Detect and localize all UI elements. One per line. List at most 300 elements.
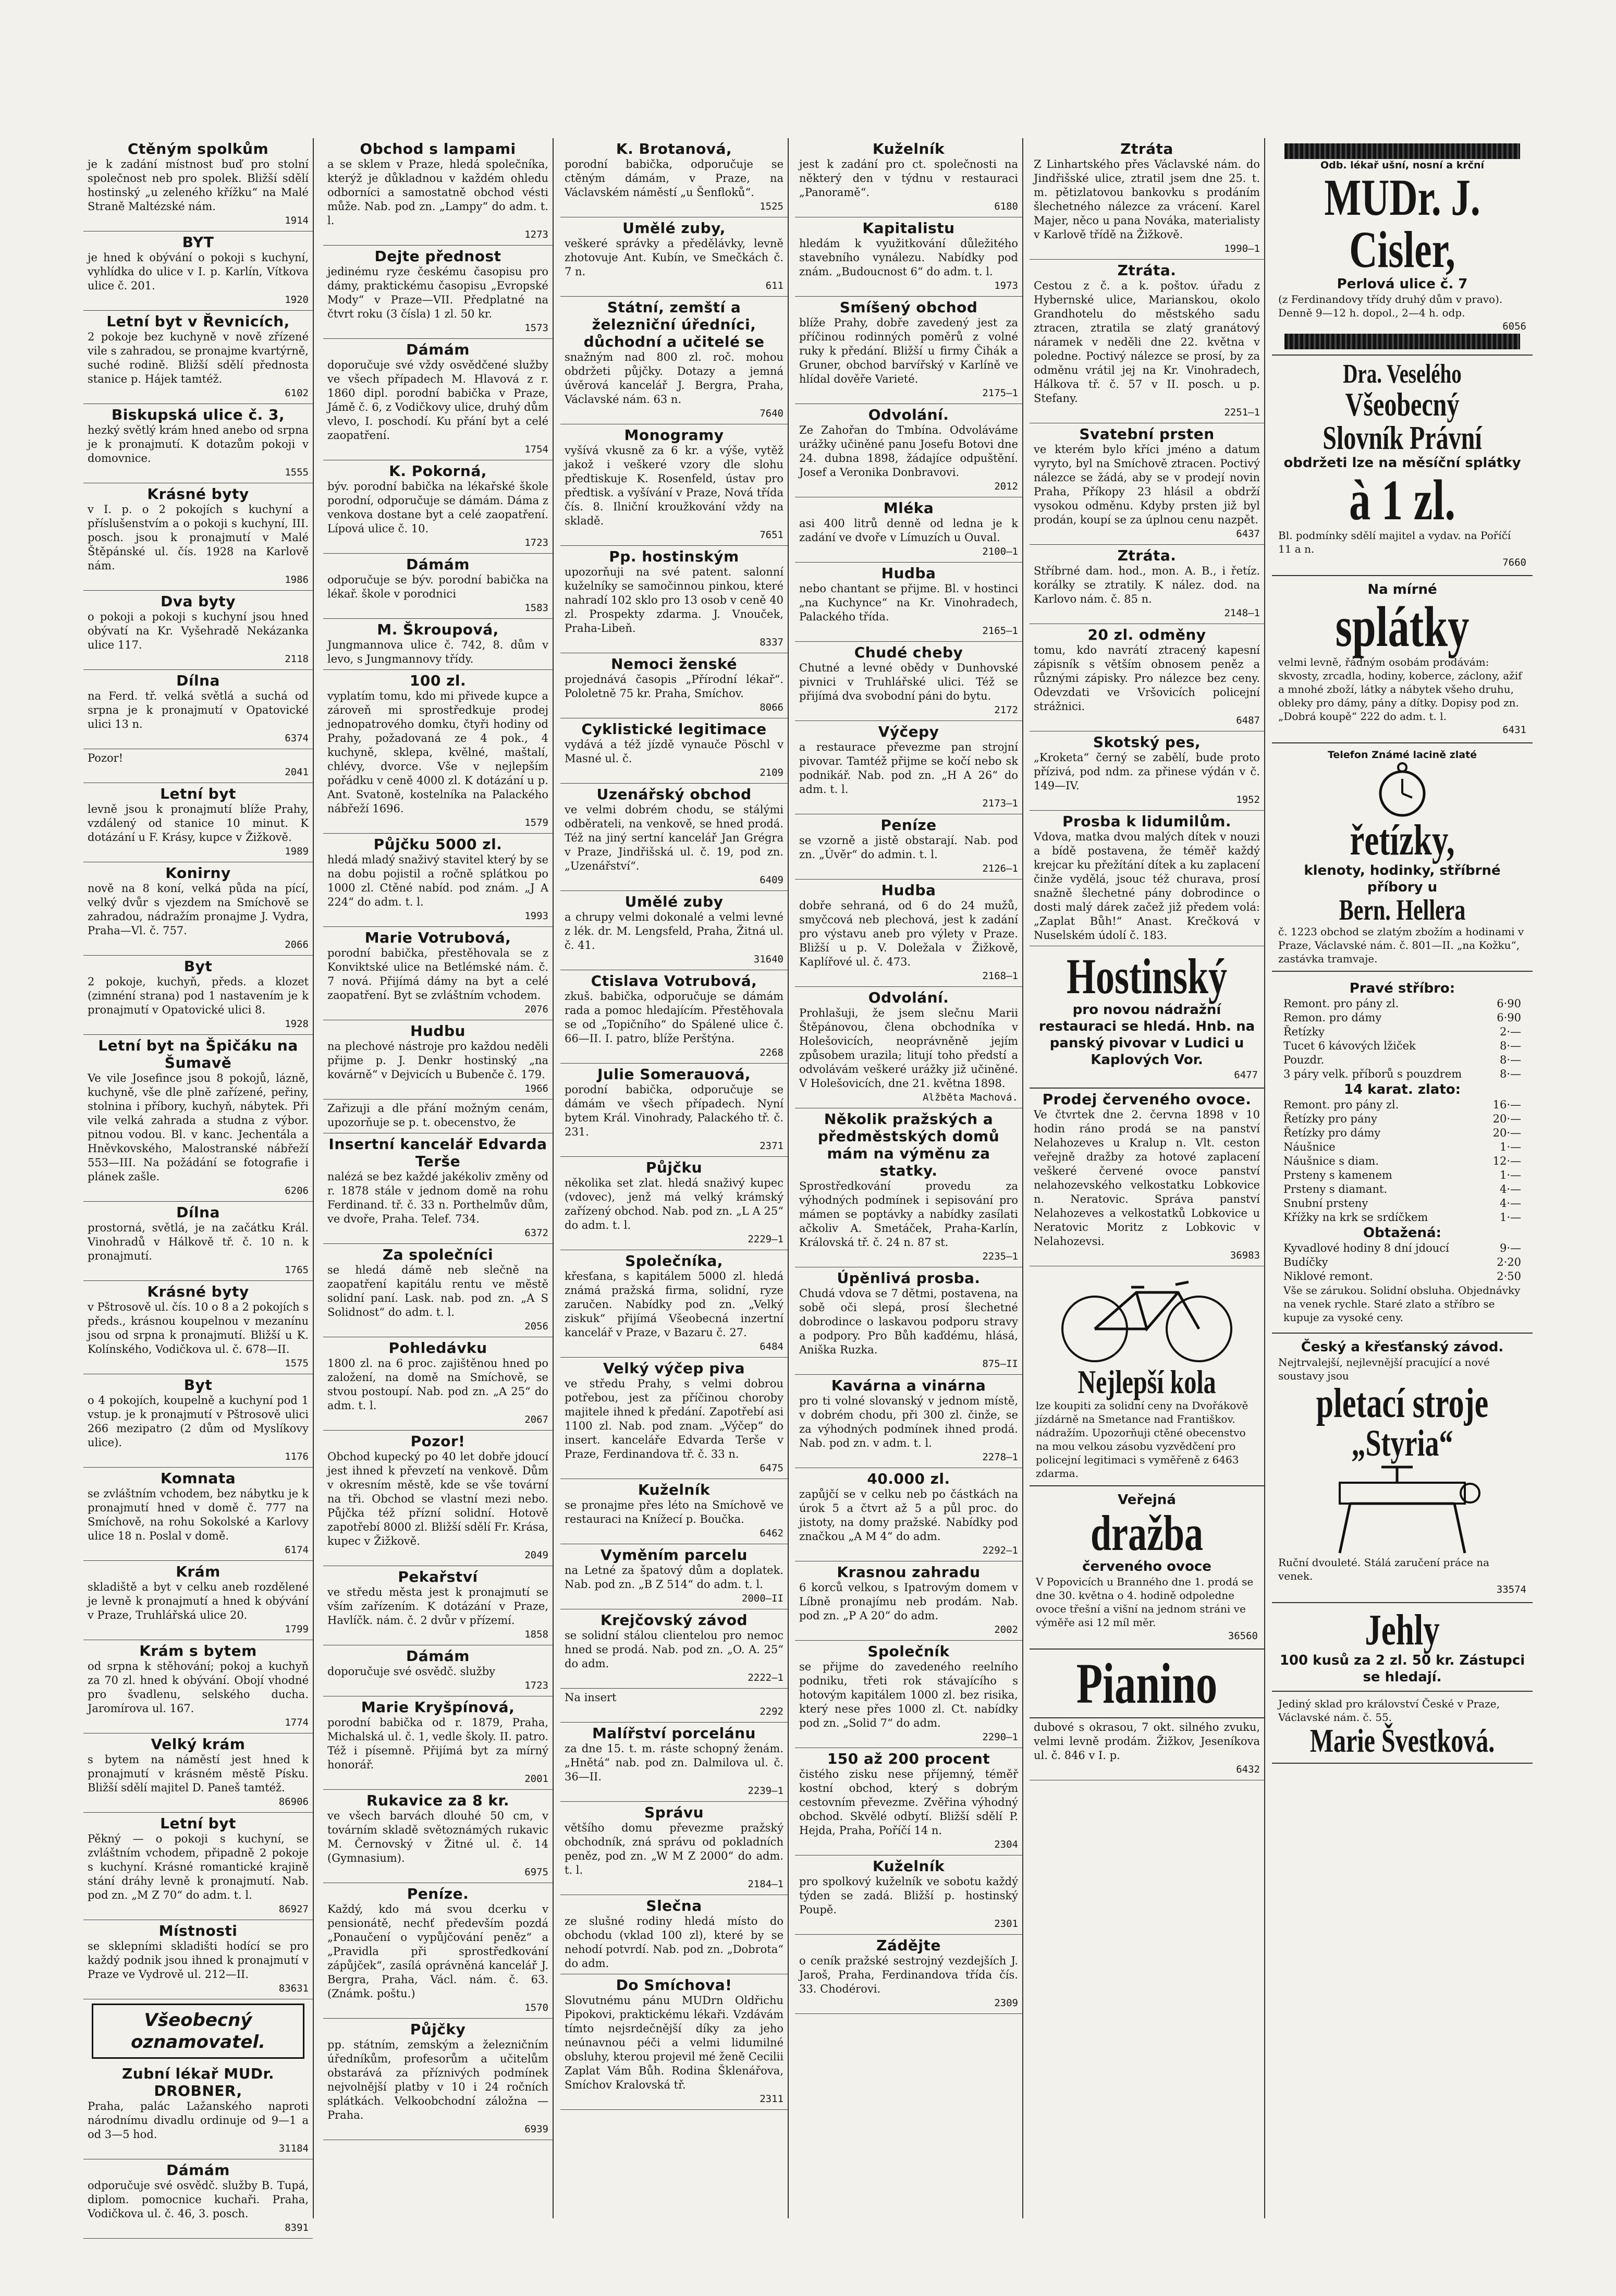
ad-title: Výčepy xyxy=(878,723,939,740)
price-value: 6·90 xyxy=(1497,1011,1521,1024)
classified-ad xyxy=(560,1974,788,2110)
ad-number: 6372 xyxy=(524,1227,548,1239)
classified-ad xyxy=(795,297,1022,404)
ad-number: 1723 xyxy=(524,537,548,548)
price-value: 2·20 xyxy=(1497,1256,1521,1268)
ad-text: Vdova, matka dvou malých dítek v nouzi a bídě postavena, že téměř každý krejcar ku přežítání dítek a ku zaplacení činže vydělá, jsouc též churava, prosí snažně šlechetné pány dobrodince o dosti malý dárek začež již předem volá: „Zaplat Bůh!“ Anast. Krečková v Nuselském údolí č. 183. xyxy=(1034,831,1260,942)
ad-text: hezký světlý krám hned anebo od srpna je k pronajmutí. K dotazům pokoji v domovnice. xyxy=(88,424,309,465)
ad-number: 1989 xyxy=(285,846,309,857)
ad-number: 2304 xyxy=(994,1839,1018,1850)
classified-ad xyxy=(795,1561,1022,1641)
price-value: 1·— xyxy=(1499,1141,1521,1153)
ad-title: Konirny xyxy=(165,864,231,882)
display-headline: řetízky, xyxy=(1350,816,1455,864)
classified-ad xyxy=(83,1468,313,1561)
ad-number: 2168—1 xyxy=(982,970,1018,982)
ad-number: 2184—1 xyxy=(748,1878,783,1890)
display-ad-cisler xyxy=(1272,138,1533,356)
ad-text: veškeré správky a předělávky, levně zhotovuje Ant. Kubín, ve Smečkách č. 7 n. xyxy=(565,237,783,278)
ad-number: Alžběta Machová. xyxy=(922,1092,1018,1103)
price-row xyxy=(1283,1126,1521,1140)
display-ad-hostinsky xyxy=(1030,946,1264,1089)
ad-title: Kavárna a vinárna xyxy=(831,1377,986,1394)
classified-ad xyxy=(83,483,313,591)
price-item: Kyvadlové hodiny 8 dní jdoucí xyxy=(1283,1242,1449,1254)
classified-ad xyxy=(323,2019,553,2140)
ad-title: Úpěnlivá prosba. xyxy=(837,1269,981,1287)
newspaper-page xyxy=(83,138,1533,2233)
price-item: 3 páry velk. příborů s pouzdrem xyxy=(1283,1068,1462,1080)
ad-text: a se sklem v Praze, hledá společníka, kterýž je důkladnou v každém ohledu odborníci a samostatně obchod vésti může. Nab. pod zn. „Lampy“ do adm. t. l. xyxy=(327,158,548,227)
classified-ad xyxy=(560,653,788,718)
price-row xyxy=(1283,1168,1521,1182)
classified-ad xyxy=(560,1544,788,1609)
display-top: Český a křesťanský závod. xyxy=(1301,1339,1504,1355)
ad-title: Letní byt xyxy=(160,785,236,802)
ad-number: 1573 xyxy=(524,322,548,334)
price-value: 20·— xyxy=(1492,1127,1521,1139)
price-row xyxy=(1283,997,1521,1011)
ad-number: 2100—1 xyxy=(982,546,1018,557)
price-row xyxy=(1283,1098,1521,1112)
ad-text: tomu, kdo navrátí ztracený kapesní zápisník s větším obnosem peněz a různými zápisky. Pro nálezce bez ceny. Odevzdati ve Vršovicích policejní strážnici. xyxy=(1034,644,1260,713)
classified-ad xyxy=(1030,731,1264,811)
ad-text: čistého zisku nese příjemný, téměř kostní obchod, který s dobrým cestovním převezme. Zvěřina výhodný obchod. Skvělé odbytí. Bližší sdělí P. Hejda, Praha, Poříčí 14 n. xyxy=(799,1768,1018,1837)
display-headline: Dra. Veselého xyxy=(1343,359,1462,389)
display-ad-styria xyxy=(1272,1334,1533,1603)
classified-ad xyxy=(83,231,313,311)
column-3 xyxy=(560,138,789,2218)
ad-title: Letní byt xyxy=(160,1815,236,1832)
classified-ad xyxy=(560,1609,788,1689)
ad-title: Slečna xyxy=(646,1897,702,1914)
ad-number: 2000—II xyxy=(741,1593,783,1604)
ad-title: Monogramy xyxy=(624,426,724,444)
ad-title: Krásné byty xyxy=(147,1283,249,1300)
ad-text: ze slušné rodiny hledá místo do obchodu (vklad 100 zl), které by se nehodí potvrdí. Nab. pod zn. „Dobrota“ do adm. xyxy=(565,1915,783,1970)
display-headline: Marie Švestková. xyxy=(1309,1722,1495,1759)
ad-title: Chudé cheby xyxy=(854,644,963,661)
ad-title: 40.000 zl. xyxy=(867,1470,950,1487)
ad-number: 7640 xyxy=(760,408,783,419)
ad-number: 2292 xyxy=(760,1706,783,1717)
ad-number: 6174 xyxy=(285,1544,309,1556)
display-body: klenoty, hodinky, stříbrné příbory u xyxy=(1304,863,1501,895)
ad-title: Zádějte xyxy=(876,1937,941,1954)
ad-text: Ve vile Josefince jsou 8 pokojů, lázně, kuchyně, vše dle plně zařízené, peřiny, stolnina i příbory, kuchyň, nábytek. Při vile velká zahrada a studna z výbor. pitnou vodou. Bl. v kanc. Jechentála a Hněvkovského, Malostranské nábřeží 553—III. Na požádání se fotografie i plánek zašle. xyxy=(88,1072,309,1183)
ad-title: Nemoci ženské xyxy=(610,655,738,673)
classified-ad xyxy=(323,1696,553,1790)
classified-ad xyxy=(83,2063,313,2159)
ad-text: hledám k využitkování důležitého stavebního vynálezu. Nabídky pod znám. „Budoucnost 6“ do adm. t. l. xyxy=(799,237,1018,278)
ad-number: 1799 xyxy=(285,1623,309,1635)
classified-ad xyxy=(795,138,1022,217)
price-item: Tucet 6 kávových lžiček xyxy=(1283,1040,1416,1052)
ad-title: Prodej červeného ovoce. xyxy=(1042,1091,1252,1108)
price-row xyxy=(1283,1241,1521,1255)
ad-title: Insertní kancelář Edvarda Terše xyxy=(328,1135,547,1170)
ad-text: Zařizuji a dle přání možným cenám, upozorňuje se p. t. obecenstvo, že xyxy=(327,1102,548,1129)
classified-ad xyxy=(560,1479,788,1544)
ad-number: 1914 xyxy=(285,215,309,226)
ad-text: doporučuje své osvědč. služby xyxy=(327,1665,496,1678)
ad-title: Letní byt v Řevnicích, xyxy=(106,313,290,330)
ad-text: upozorňuji na své patent. salonní kuželníky se samočinnou pinkou, které nahradí 102 sklo pro 13 osob v ceně 40 zl. Prospekty zdarma. J. Vnouček, Praha-Libeň. xyxy=(565,566,783,634)
ad-title: Společník xyxy=(867,1643,950,1660)
ad-title: Uzenářský obchod xyxy=(596,786,752,803)
ad-text: Z Linhartského přes Václavské nám. do Jindřišské ulice, ztratil jsem dne 25. t. m. pětizlatovou bankovku s prodáním šlechetného nálezce za vrácení. Karel Majer, něco u pana Nováka, materialisty v Karlově třídě na Žižkově. xyxy=(1034,158,1260,241)
ad-number: 2311 xyxy=(760,2093,783,2105)
price-item: Budíčky xyxy=(1283,1256,1328,1268)
ad-text: o pokoji a pokoji s kuchyní jsou hned obývatí na Kr. Vyšehradě Nekázanka ulice 117. xyxy=(88,610,309,651)
ad-number: 6056 xyxy=(1502,321,1526,332)
display-ad-drazba xyxy=(1030,1486,1264,1650)
ad-title: Ztráta. xyxy=(1117,547,1177,564)
ad-text: o 4 pokojích, koupelně a kuchyní pod 1 vstup. je k pronajmutí v Pštrosově ulici 266 mezipatro (2 dům od Myslíkovy ulice). xyxy=(88,1394,309,1449)
display-body: 100 kusů za 2 zl. 50 kr. Zástupci se hledají. xyxy=(1279,1653,1525,1685)
price-value: 2·50 xyxy=(1497,1270,1521,1283)
classified-ad xyxy=(323,1100,553,1133)
ad-number: 2222—1 xyxy=(748,1672,783,1683)
ad-text: porodní babička, odporučuje se ctěným dámám, v Praze, na Václavském náměstí „u Šenfloků“. xyxy=(565,158,783,199)
ad-number: 6437 xyxy=(1236,528,1260,540)
ad-number: 1986 xyxy=(285,574,309,585)
display-body: Nejtrvalejší, nejlevnější pracující a nové soustavy jsou xyxy=(1278,1356,1490,1382)
ad-number: 6975 xyxy=(524,1866,548,1878)
display-headline: Pianino xyxy=(1076,1652,1218,1715)
price-item: Pouzdr. xyxy=(1283,1054,1325,1066)
ad-title: Dámám xyxy=(166,2161,230,2179)
display-body: (z Ferdinandovy třídy druhý dům v pravo). Denně 9—12 h. dopol., 2—4 h. odp. xyxy=(1278,293,1503,319)
ad-title: Julie Somerauová, xyxy=(597,1066,751,1083)
display-ad-prices xyxy=(1272,972,1533,1334)
ad-title: Dámám xyxy=(406,1647,470,1665)
price-value: 12·— xyxy=(1492,1155,1521,1167)
display-top: Telefon Známé lacině zlaté xyxy=(1327,749,1477,761)
ad-number: 1583 xyxy=(524,602,548,614)
classified-ad xyxy=(560,718,788,784)
classified-ad xyxy=(1030,138,1264,260)
display-ad-svestkova xyxy=(1272,1692,1533,1764)
ad-text: prostorná, světlá, je na začátku Král. Vinohradů v Hálkově tř. č. 10 n. k pronajmutí. xyxy=(88,1222,309,1262)
ad-title: M. Škroupová, xyxy=(377,621,499,638)
classified-ad xyxy=(83,1035,313,1202)
classified-ad xyxy=(560,1064,788,1157)
classified-ad xyxy=(560,1358,788,1479)
ad-text: je hned k obývání o pokoji s kuchyní, vyhlídka do ulice v I. p. Karlín, Vítkova ulice č. 201. xyxy=(88,251,309,292)
ad-text: a chrupy velmi dokonalé a velmi levné z lék. dr. M. Lengsfeld, Praha, Žitná ul. č. 41. xyxy=(565,911,783,951)
ad-text: pp. státním, zemským a železničním úředníkům, profesorům a učitelům obstarává za příznivých podmínek nejvolnější platby v 10 i 24 ročních splátkách. Velkoobchodní záložna — Praha. xyxy=(327,2038,548,2121)
ad-text: Ze Zahořan do Tmbína. Odvoláváme urážky učiněné panu Josefu Botovi dne 24. dubna 1898, žádajíce odpuštění. Josef a Veronika Donbravovi. xyxy=(799,424,1018,479)
classified-ad xyxy=(795,721,1022,814)
pocket-watch-icon xyxy=(1374,761,1431,819)
ad-text: Slovutnému pánu MUDrn Oldřichu Pipokovi, praktickému lékaři. Vzdávám tímto nejsrdečnější díky za jeho neúnavnou péči a velmi lidumilné obsluhy, kterou projevil mé ženě Cecilii Zaplat Vám Bůh. Rodina Šklenářova, Smíchov Kralovská tř. xyxy=(565,1994,783,2091)
column-5 xyxy=(1030,138,1265,2218)
display-body: Jediný sklad pro království České v Praze, Václavské nám. č. 55. xyxy=(1278,1697,1500,1724)
ad-text: se pronajme přes léto na Smíchově ve restauraci na Knížecí p. Boučka. xyxy=(565,1499,783,1525)
ad-text: doporučuje své vždy osvědčené služby ve všech případech M. Hlavová z r. 1860 dipl. porodní babička v Praze, Jámě č. 6, z Vodičkovy ulice, druhý dům vlevo, I. poschodí. Ku přání byt a celé zaopatření. xyxy=(327,359,548,442)
ad-text: odporučuje se býv. porodní babička na lékař. škole v porodnici xyxy=(327,573,548,600)
ad-number: 2001 xyxy=(524,1773,548,1785)
classified-ad xyxy=(560,1802,788,1895)
ad-title: K. Brotanová, xyxy=(616,140,732,157)
ad-number: 2109 xyxy=(760,767,783,778)
price-heading: 14 karat. zlato: xyxy=(1343,1082,1461,1097)
ad-number: 1774 xyxy=(285,1717,309,1728)
price-value: 16·— xyxy=(1492,1098,1521,1111)
classified-ad xyxy=(1030,260,1264,423)
price-value: 20·— xyxy=(1492,1113,1521,1125)
display-top: Veřejná xyxy=(1118,1492,1176,1508)
display-body: Vše se zárukou. Solidní obsluha. Objednávky na venek rychle. Staré zlato a stříbro se kupuje za vysoké ceny. xyxy=(1283,1284,1521,1324)
ad-text: blíže Prahy, dobře zavedený jest za příčinou rodinných poměrů z volné ruky k předání. Bližší u firmy Čihák a Gruner, obchod barvířský v Karlíně ve hlídal dověře Varieté. xyxy=(799,316,1018,385)
ad-text: s bytem na náměstí jest hned k pronajmutí v krásném městě Písku. Bližší sdělí majitel D. Paneš tamtéž. xyxy=(88,1753,309,1794)
classified-ad xyxy=(560,424,788,546)
classified-ad xyxy=(795,1748,1022,1855)
classified-ad xyxy=(323,927,553,1020)
ad-text: ve velmi dobrém chodu, se stálými odběrateli, na venkově, se hned prodá. Též na jiný sertní kancelář Jan Grégra v Praze, Jindřišská ul. č. 19, pod zn. „Uzenářství“. xyxy=(565,803,783,872)
display-headline: „Styria“ xyxy=(1351,1422,1453,1464)
ad-text: nalézá se bez každé jakékoliv změny od r. 1878 stále v jednom domě na rohu Ferdinand. tř. č. 33 n. Porthelmův dům, ve dvoře, Praha. Telef. 734. xyxy=(327,1170,548,1225)
classified-ad xyxy=(560,1157,788,1250)
classified-ad xyxy=(795,1108,1022,1267)
ad-title: Dva byty xyxy=(160,593,236,610)
ad-text: 2 pokoje, kuchyň, předs. a klozet (zimnéní strana) pod 1 nastavením je k pronajmutí v Opatovické ulici 8. xyxy=(88,975,309,1016)
ad-title: Kuželník xyxy=(638,1481,711,1498)
classified-ad xyxy=(795,1641,1022,1748)
ad-title: Státní, zemští a železniční úředníci, důchodní a učitelé se xyxy=(583,299,765,350)
ad-text: ve středu Prahy, s velmi dobrou potřebou, jest za příčinou choroby majitele ihned k předání. Zapotřebí asi 1100 zl. Nab. pod znam. „Výčep“ do insert. kanceláře Edvarda Terše v Praze, Ferdinandova tř. č. 33 n. xyxy=(565,1377,783,1460)
ad-text: o ceník pražské sestrojný vezdejších J. Jaroš, Praha, Ferdinandova třída čís. 33. Chodérovi. xyxy=(799,1955,1018,1995)
ad-title: Byt xyxy=(183,1376,213,1394)
price-item: Řetízky pro dámy xyxy=(1283,1127,1381,1139)
classified-ad xyxy=(323,1883,553,2019)
ad-number: 1952 xyxy=(1236,794,1260,805)
ad-text: se přijme do zavedeného reelního podniku, třeti rok stávajícího s hotovým kapitálem 1000 zl. bez risika, který nese přes 1000 zl. Ct. nabídky pod zn. „Solid 7“ do adm. xyxy=(799,1660,1018,1729)
ad-text: na plechové nástroje pro každou neděli přijme p. J. Denkr hostinský „na kovárně“ v Dejvicích u Bubenče č. 179. xyxy=(327,1040,548,1081)
ad-number: 36560 xyxy=(1228,1630,1258,1642)
ad-number: 1993 xyxy=(524,910,548,922)
price-item: Remon. pro dámy xyxy=(1283,1011,1382,1024)
classified-ad xyxy=(560,546,788,653)
display-headline: dražba xyxy=(1091,1505,1203,1561)
classified-ad xyxy=(1030,1718,1264,1780)
price-row xyxy=(1283,1182,1521,1196)
ad-text: snažným nad 800 zl. roč. mohou obdržeti půjčky. Dotazy a jemná úvěrová kancelář J. Bergra, Praha, Václavské nám. 63 n. xyxy=(565,351,783,406)
ad-title: Marie Kryšpínová, xyxy=(361,1699,515,1716)
ad-text: hledá mladý snaživý stavitel který by se na dobu pojistil a ročně splátkou po 1000 zl. Ctěné nabíd. pod znám. „J A 224“ do adm. t. l. xyxy=(327,853,548,908)
ad-text: se vzorně a jistě obstarají. Nab. pod zn. „Úvěr“ do admin. t. l. xyxy=(799,834,1018,861)
ad-number: 2173—1 xyxy=(982,798,1018,809)
ad-text: jest k zadání pro ct. společnosti na některý den v týdnu v restauraci „Panoramě“. xyxy=(799,158,1018,199)
classified-ad xyxy=(560,784,788,891)
classified-ad xyxy=(323,339,553,460)
classified-ad xyxy=(323,1790,553,1883)
ad-text: zapůjčí se v celku neb po částkách na úrok 5 a čtvrt až 5 a půl proc. do jistoty, na domy pražské. Nabídky pod značkou „A M 4“ do adm. xyxy=(799,1488,1018,1543)
ad-text: býv. porodní babička na lékařské škole porodní, odporučuje se dámám. Dáma z venkova dostane byt a celé zaopatření. Lípová ulice č. 10. xyxy=(327,480,548,535)
classified-ad xyxy=(323,138,553,246)
ad-text: vyplatím tomu, kdo mi přivede kupce a zároveň mi sprostředkuje prodej jednopatrového domku, čtyři hodiny od Prahy, požadovaná ze 4 pok., 4 kuchyně, sklepa, kvělné, maštalí, chlévy, dvorce. Vše v nejlepším pořádku v ceně 4000 zl. K dotázání u p. Ant. Svatoně, kostelníka na Palackého nábřeží 1696. xyxy=(327,690,548,815)
classified-ad xyxy=(83,1813,313,1920)
ad-number: 2012 xyxy=(994,481,1018,492)
classified-ad xyxy=(323,1566,553,1645)
ad-title: Ctěným spolkům xyxy=(127,140,269,157)
ad-title: Pp. hostinským xyxy=(609,548,739,565)
ad-number: 2165—1 xyxy=(982,625,1018,637)
price-item: Řetízky pro pány xyxy=(1283,1113,1377,1125)
ad-title: Pohledávku xyxy=(388,1339,487,1357)
ad-number: 2002 xyxy=(994,1624,1018,1635)
ad-text: na Ferd. tř. velká světlá a suchá od srpna je k pronajmutí v Opatovické ulici 13 n. xyxy=(88,690,309,730)
classified-ad xyxy=(560,138,788,217)
ad-title: Peníze xyxy=(880,816,937,834)
ad-title: Byt xyxy=(183,958,213,975)
ad-number: 2175—1 xyxy=(982,387,1018,399)
display-headline: à 1 zl. xyxy=(1349,468,1455,532)
ad-number: 2126—1 xyxy=(982,863,1018,874)
ad-number: 2148—1 xyxy=(1224,607,1260,619)
display-headline: Hostinský xyxy=(1066,948,1228,1004)
ad-title: Obchod s lampami xyxy=(360,140,516,157)
ad-number: 2251—1 xyxy=(1224,407,1260,418)
classified-ad xyxy=(795,642,1022,721)
ad-number: 33574 xyxy=(1496,1584,1526,1595)
classified-ad xyxy=(795,497,1022,563)
ad-number: 2066 xyxy=(285,939,309,950)
ad-text: porodní babička od r. 1879, Praha, Michalská ul. č. 1, vedle školy. II. patro. Též i písemně. Přijímá byt za mírný honorář. xyxy=(327,1716,548,1771)
ad-text: několika set zlat. hledá snaživý kupec (vdovec), jenž má velký krámský zařízený obchod. Nab. pod zn. „L A 25“ do adm. t. l. xyxy=(565,1177,783,1231)
ad-number: 611 xyxy=(765,280,783,291)
ad-number: 2049 xyxy=(524,1549,548,1561)
classified-ad xyxy=(323,460,553,554)
ad-title: Peníze. xyxy=(407,1885,469,1902)
price-item: Prsteny s diamant. xyxy=(1283,1183,1388,1195)
ad-text: je k zadání místnost buď pro stolní společnost neb pro spolek. Bližší sdělí hostinský „u zeleného křížku“ na Malé Straně Maltézské nám. xyxy=(88,158,309,213)
ad-number: 31184 xyxy=(278,2143,309,2154)
decorative-bar xyxy=(1284,143,1520,159)
ad-number: 6432 xyxy=(1236,1764,1260,1775)
ad-title: Letní byt na Špičáku na Šumavě xyxy=(98,1037,298,1071)
ad-number: 6939 xyxy=(524,2123,548,2135)
ad-title: Pozor! xyxy=(410,1433,466,1450)
classified-ad xyxy=(795,217,1022,297)
price-row xyxy=(1283,1067,1521,1081)
classified-ad xyxy=(323,1020,553,1100)
ad-title: Krám s bytem xyxy=(139,1642,257,1659)
classified-ad xyxy=(323,834,553,927)
ad-text: nově na 8 koní, velká půda na pící, velký dvůr s vjezdem na Smíchově se zahradou, nádražím pronajme J. Vydra, Praha—Vl. č. 757. xyxy=(88,882,309,937)
classified-ad xyxy=(1030,423,1264,545)
price-list xyxy=(1278,977,1526,1327)
bicycle-illustration xyxy=(1048,1272,1246,1365)
classified-ad xyxy=(795,1468,1022,1561)
ad-text: křesťana, s kapitálem 5000 zl. hledá známá pražská firma, solidní, ryze zaručen. Nabídky pod zn. „Velký ziskuk“ přijímá Všeobecná inzertní kancelář v Praze, v Bazaru č. 27. xyxy=(565,1270,783,1339)
ad-number: 2278—1 xyxy=(982,1451,1018,1463)
ad-title: Cyklistické legitimace xyxy=(581,720,767,738)
ad-text: Ve čtvrtek dne 2. června 1898 v 10 hodin ráno prodá se na panství Nelahozeves u Kralup n. Vlt. ceston veřejně dražby za hotové zaplacení veškeré červené ovoce panství nelahozevského velkostatku Lobkovice n. Neratovic. Správa panství Nelahozeves a velkostatků Lobkovice u Neratovic Moritz z Lobkovic v Nelahozevsi. xyxy=(1034,1108,1260,1248)
ad-title: Hudba xyxy=(881,882,936,899)
ad-title: Ztráta xyxy=(1120,140,1173,157)
display-ad-slovnik xyxy=(1272,356,1533,576)
price-row xyxy=(1283,1140,1521,1154)
column-4 xyxy=(795,138,1023,2218)
ad-title: Umělé zuby xyxy=(625,893,724,910)
ad-number: 36983 xyxy=(1230,1250,1260,1261)
price-heading: Obtažená: xyxy=(1363,1225,1441,1241)
ad-number: 6409 xyxy=(760,874,783,886)
ad-text: Pozor! xyxy=(88,752,124,764)
ad-title: Prosba k lidumilům. xyxy=(1062,813,1232,830)
classified-ad xyxy=(323,554,553,619)
ad-text: a restaurace převezme pan strojní pivovar. Tamtéž přijme se kočí nebo sk podnikář. Nab. pod zn. „H A 26“ do adm. t. l. xyxy=(799,741,1018,796)
price-value: 1·— xyxy=(1499,1169,1521,1181)
ad-title: Ztráta. xyxy=(1117,262,1177,279)
ad-text: Chudá vdova se 7 dětmi, postavena, na sobě oči slepá, prosí šlechetné dobrodince o laskavou podporu stravy a podpory. Pro Bůh kaďdému, hlásá, Aniška Ruzka. xyxy=(799,1287,1018,1356)
price-row xyxy=(1283,1053,1521,1067)
ad-number: 1525 xyxy=(760,201,783,212)
classified-ad xyxy=(795,814,1022,880)
ad-text: Obchod kupecký po 40 let dobře jdoucí jest ihned k převzetí na venkově. Dům v okresním městě, kde se vše tovární na tři. Obchod se vlastní mezi nebo. Půjčka též přízní solidní. Hotově zapotřebí 8000 zl. Bližší sdělí Fr. Krása, kupec v Žižkově. xyxy=(327,1450,548,1547)
display-top: Na mírné xyxy=(1367,582,1437,597)
ad-number: 2235—1 xyxy=(982,1251,1018,1262)
ad-text: skladiště a byt v celku aneb rozdělené je levně k pronajmutí a hned k obývání v Praze, Truhlářská ulice 20. xyxy=(88,1581,309,1621)
ad-text: pro spolkový kuželník ve sobotu každý týden se zadá. Bližší p. hostinský Poupě. xyxy=(799,1875,1018,1916)
price-value: 4·— xyxy=(1499,1197,1521,1210)
ad-text: za dne 15. t. m. ráste schopný ženám. „Hnětá“ nab. pod zn. Dalmilova ul. č. 36—II. xyxy=(565,1742,783,1783)
classified-ad xyxy=(560,891,788,970)
classified-ad xyxy=(83,783,313,862)
price-item: Náušnice s diam. xyxy=(1283,1155,1379,1167)
ad-number: 83631 xyxy=(278,1983,309,1994)
ad-number: 8066 xyxy=(760,702,783,713)
ad-title: Umělé zuby, xyxy=(622,219,726,237)
ad-text: projednává časopis „Přírodní lékař“. Pololetně 75 kr. Praha, Smíchov. xyxy=(565,673,783,700)
ad-number: 8337 xyxy=(760,637,783,648)
classified-ad xyxy=(560,1689,788,1723)
price-row xyxy=(1283,1211,1521,1225)
ad-number: 6206 xyxy=(285,1185,309,1196)
ad-number: 8391 xyxy=(285,2222,309,2233)
classified-ad xyxy=(83,862,313,956)
ad-text: ve všech barvách dlouhé 50 cm, v továrním skladě světoznámých rukavic M. Černovský v Žitné ul. č. 14 (Gymnasium). xyxy=(327,1810,548,1864)
ad-title: Dílna xyxy=(176,1204,220,1221)
classified-ad xyxy=(323,619,553,670)
ad-number: 2239—1 xyxy=(748,1785,783,1797)
column-1 xyxy=(83,138,314,2233)
display-body: lze koupiti za solidní ceny na Dvořákově jízdárně na Smetance nad Františkov. nádražím. Upozorňuji ctěné obecenstvo na mou velkou zásobu vyzvědčení pro policejní legitimaci s vyměřeně z 6463 zdarma. xyxy=(1036,1399,1248,1480)
ad-text: Každý, kdo má svou dcerku v pensionátě, nechť především pozdá „Ponaučení o vypůjčování peněz“ a „Pravidla při sprostředkování zápůjček“, zasílá oprávněná kancelář J. Bergra, Praha, Václ. nám. č. 63. (Známk. poštu.) xyxy=(327,1903,548,2000)
ad-number: 6180 xyxy=(994,201,1018,212)
ad-text: se hledá dámě neb slečně na zaopatření kapitálu rentu ve městě solidní paní. Lask. nab. pod zn. „A S Solidnost“ do adm. t. l. xyxy=(327,1264,548,1318)
classified-ad xyxy=(83,749,313,783)
ad-title: 150 až 200 procent xyxy=(827,1750,990,1767)
ad-title: Za společníci xyxy=(382,1246,494,1263)
ad-number: 1570 xyxy=(524,2002,548,2013)
ad-text: Prohlašuji, že jsem slečnu Marii Štěpánovou, člena obchodníka v Holešovicích, neoprávněně jejím způsobem urazila; litují toho předstí a odvolávám veškeré urážky již učiněné. V Holešovicích, dne 21. května 1898. xyxy=(799,1007,1018,1090)
display-body: pro novou nádražní restauraci se hledá. Hnb. na panský pivovar v Ludici u Kaplových Vor. xyxy=(1038,1002,1255,1068)
classified-ad xyxy=(83,404,313,483)
ad-number: 1575 xyxy=(285,1358,309,1369)
classified-ad xyxy=(83,138,313,231)
classified-ad xyxy=(83,1920,313,1999)
classified-ad xyxy=(323,1244,553,1337)
ad-title: Smíšený obchod xyxy=(839,299,978,316)
ad-title: Krasnou zahradu xyxy=(837,1564,981,1581)
classified-ad xyxy=(83,311,313,404)
price-value: 6·90 xyxy=(1497,997,1521,1010)
classified-ad xyxy=(83,1733,313,1813)
display-sub: červeného ovoce xyxy=(1082,1559,1211,1574)
